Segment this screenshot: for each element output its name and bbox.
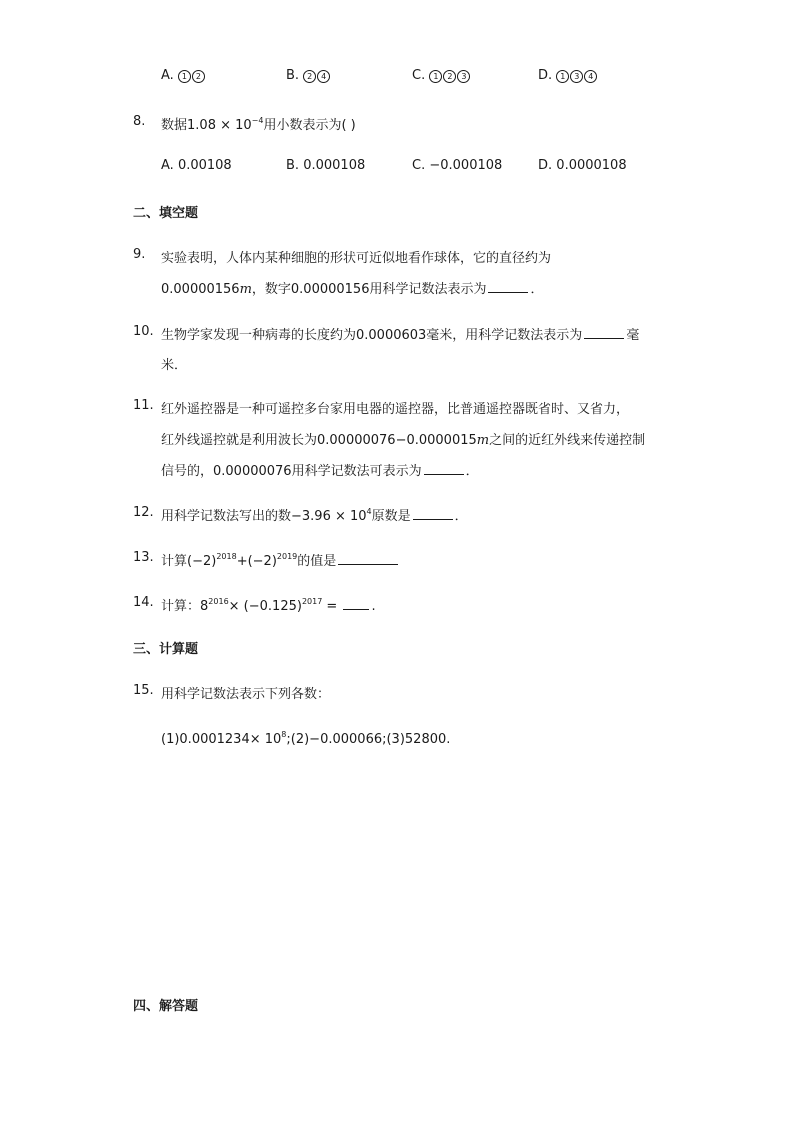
question-text: 信号的，0.00000076用科学记数法可表示为 ． bbox=[161, 464, 479, 479]
answer-blank[interactable] bbox=[413, 507, 453, 520]
question-text: 数据$1.08 \times 10^{-4}$用小数表示为( ) bbox=[161, 116, 356, 133]
question-number: 11. bbox=[133, 398, 154, 413]
question-number: 14. bbox=[133, 595, 154, 610]
answer-blank[interactable] bbox=[424, 462, 464, 475]
circled-number: 3 bbox=[570, 70, 583, 83]
q8-option-d: D. 0.0000108 bbox=[538, 158, 627, 173]
section-heading-fill-blank: 二、填空题 bbox=[133, 206, 199, 221]
question-text: 生物学家发现一种病毒的长度约为0.0000603毫米，用科学记数法表示为 毫 bbox=[161, 328, 640, 343]
answer-blank[interactable] bbox=[488, 280, 528, 293]
circled-number: 1 bbox=[556, 70, 569, 83]
section-heading-answer: 四、解答题 bbox=[133, 999, 199, 1014]
circled-number: 4 bbox=[584, 70, 597, 83]
circled-number: 3 bbox=[457, 70, 470, 83]
circled-number: 2 bbox=[443, 70, 456, 83]
q7-option-a: A. 1 2 bbox=[161, 68, 206, 83]
circled-number: 2 bbox=[192, 70, 205, 83]
question-text: 米． bbox=[161, 358, 188, 373]
question-text: 用科学记数法表示下列各数： bbox=[161, 687, 331, 702]
question-text: 计算：$8^{2016}\times (-0.125)^{2017}$ = . bbox=[161, 597, 376, 614]
circled-number: 2 bbox=[303, 70, 316, 83]
section-heading-calculation: 三、计算题 bbox=[133, 642, 199, 657]
answer-blank[interactable] bbox=[343, 597, 369, 610]
question-number: 10. bbox=[133, 324, 154, 339]
circled-number: 4 bbox=[317, 70, 330, 83]
circled-number: 1 bbox=[178, 70, 191, 83]
question-number: 13. bbox=[133, 550, 154, 565]
q8-option-a: A. 0.00108 bbox=[161, 158, 232, 173]
question-text: 红外线遥控就是利用波长为0.00000076−0.0000015m之间的近红外线来传递控制 bbox=[161, 433, 646, 448]
q8-option-c: C. −0.000108 bbox=[412, 158, 503, 173]
circled-number: 1 bbox=[429, 70, 442, 83]
question-text: 红外遥控器是一种可遥控多台家用电器的遥控器，比普通遥控器既省时、又省力， bbox=[161, 402, 630, 417]
question-number: 12. bbox=[133, 505, 154, 520]
answer-blank[interactable] bbox=[584, 326, 624, 339]
question-number: 15. bbox=[133, 683, 154, 698]
question-text: 0.00000156m，数字0.00000156用科学记数法表示为 ． bbox=[161, 282, 544, 297]
answer-blank[interactable] bbox=[338, 552, 398, 565]
question-text: $(1)0.0001234\times 10^8;(2)-0.000066;(3)52800$. bbox=[161, 730, 451, 747]
q7-option-c: C. 1 2 3 bbox=[412, 68, 471, 83]
question-text: 实验表明，人体内某种细胞的形状可近似地看作球体，它的直径约为 bbox=[161, 251, 552, 266]
q7-option-b: B. 2 4 bbox=[286, 68, 331, 83]
question-number: 8. bbox=[133, 114, 146, 129]
question-number: 9. bbox=[133, 247, 146, 262]
q7-option-d: D. 1 3 4 bbox=[538, 68, 598, 83]
question-text: 计算$(-2)^{2018}+(-2)^{2019}$的值是 bbox=[161, 550, 400, 569]
q8-option-b: B. 0.000108 bbox=[286, 158, 366, 173]
question-text: 用科学记数法写出的数$-3.96 \times 10^4$原数是 ． bbox=[161, 507, 468, 524]
